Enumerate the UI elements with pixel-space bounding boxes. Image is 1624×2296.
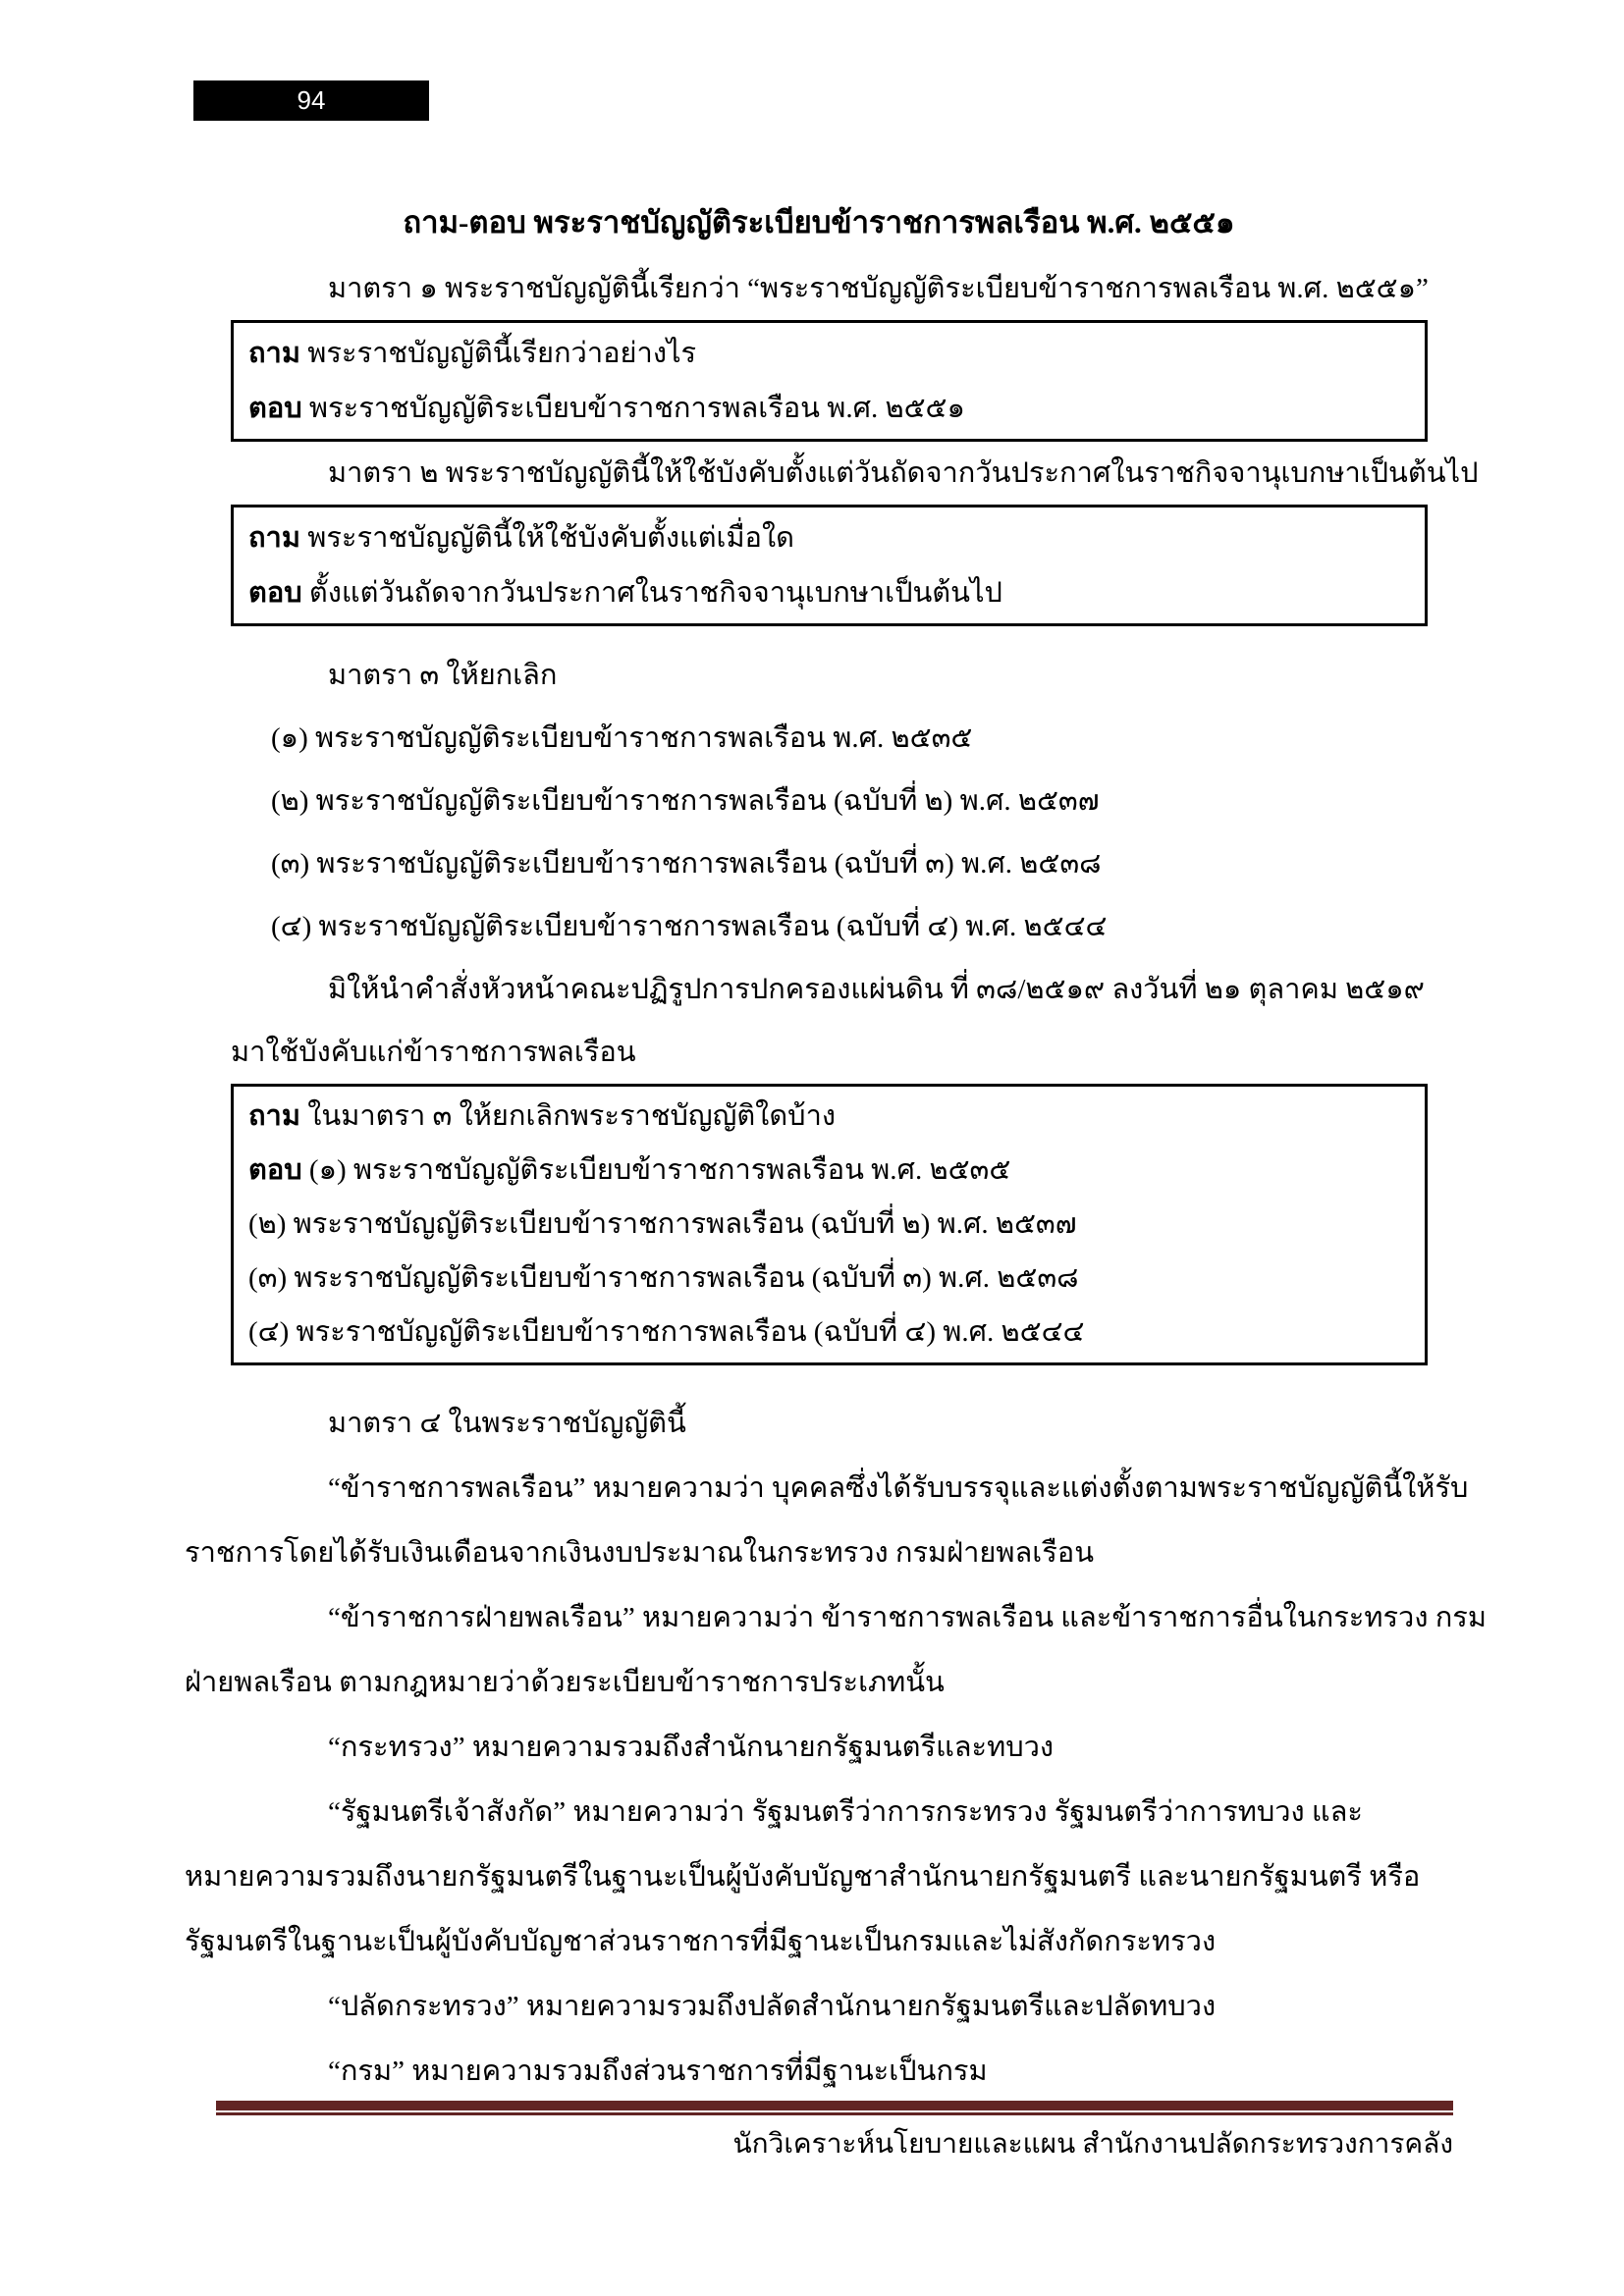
qa-answer-item-3: (๓) พระราชบัญญัติระเบียบข้าราชการพลเรือน (ฉบับที่ ๓) พ.ศ. ๒๕๓๘ — [248, 1262, 1079, 1294]
paragraph-section-1: มาตรา ๑ พระราชบัญญัตินี้เรียกว่า “พระราชบัญญัติระเบียบข้าราชการพลเรือน พ.ศ. ๒๕๕๑” — [328, 273, 1429, 304]
qa-question — [248, 510, 1410, 565]
footer-credit: นักวิเคราะห์นโยบายและแผน สำนักงานปลัดกระทรวงการคลัง — [732, 2129, 1453, 2160]
footer-rule-thick-line — [216, 2101, 1453, 2110]
qa-answer-item-4: (๔) พระราชบัญญัติระเบียบข้าราชการพลเรือน (ฉบับที่ ๔) พ.ศ. ๒๕๔๔ — [248, 1316, 1085, 1348]
definition-2-line-1: “ข้าราชการฝ่ายพลเรือน” หมายความว่า ข้าราชการพลเรือน และข้าราชการอื่นในกระทรวง กรม — [328, 1602, 1487, 1633]
answer-label: ตอบ — [248, 393, 302, 424]
question-label: ถาม — [248, 338, 300, 369]
paragraph-section-2: มาตรา ๒ พระราชบัญญัตินี้ให้ใช้บังคับตั้งแต่วันถัดจากวันประกาศในราชกิจจานุเบกษาเป็นต้นไป — [328, 457, 1479, 489]
answer-text: พระราชบัญญัติระเบียบข้าราชการพลเรือน พ.ศ. ๒๕๕๑ — [308, 393, 965, 424]
qa-box-2 — [231, 505, 1428, 626]
definition-1-line-1: “ข้าราชการพลเรือน” หมายความว่า บุคคลซึ่งได้รับบรรจุและแต่งตั้งตามพระราชบัญญัตินี้ให้รับ — [328, 1472, 1469, 1504]
qa-question — [248, 326, 1410, 381]
section-3-item-3: (๓) พระราชบัญญัติระเบียบข้าราชการพลเรือน (ฉบับที่ ๓) พ.ศ. ๒๕๓๘ — [271, 848, 1102, 880]
definition-6: “กรม” หมายความรวมถึงส่วนราชการที่มีฐานะเป็นกรม — [328, 2056, 988, 2087]
definition-3: “กระทรวง” หมายความรวมถึงสำนักนายกรัฐมนตรีและทบวง — [328, 1732, 1055, 1763]
qa-question — [248, 1090, 1410, 1144]
definition-4-line-2: หมายความรวมถึงนายกรัฐมนตรีในฐานะเป็นผู้บังคับบัญชาสำนักนายกรัฐมนตรี และนายกรัฐมนตรี หรือ — [185, 1861, 1421, 1893]
definition-4-line-3: รัฐมนตรีในฐานะเป็นผู้บังคับบัญชาส่วนราชการที่มีฐานะเป็นกรมและไม่สังกัดกระทรวง — [185, 1926, 1217, 1957]
question-text: พระราชบัญญัตินี้ให้ใช้บังคับตั้งแต่เมื่อใด — [307, 522, 794, 554]
document-title: ถาม-ตอบ พระราชบัญญัติระเบียบข้าราชการพลเรือน พ.ศ. ๒๕๕๑ — [403, 205, 1235, 240]
definition-1-line-2: ราชการโดยได้รับเงินเดือนจากเงินงบประมาณในกระทรวง กรมฝ่ายพลเรือน — [185, 1537, 1095, 1569]
answer-text: (๑) พระราชบัญญัติระเบียบข้าราชการพลเรือน พ.ศ. ๒๕๓๕ — [308, 1154, 1011, 1186]
paragraph-section-4: มาตรา ๔ ในพระราชบัญญัตินี้ — [328, 1408, 686, 1439]
qa-answer — [248, 381, 1410, 436]
page-number-box — [193, 80, 429, 121]
question-text: พระราชบัญญัตินี้เรียกว่าอย่างไร — [307, 338, 697, 369]
paragraph-section-3: มาตรา ๓ ให้ยกเลิก — [328, 660, 558, 691]
qa-box-1 — [231, 320, 1428, 442]
section-3-item-1: (๑) พระราชบัญญัติระเบียบข้าราชการพลเรือน พ.ศ. ๒๕๓๕ — [271, 722, 973, 754]
section-3-note-line-1: มิให้นำคำสั่งหัวหน้าคณะปฏิรูปการปกครองแผ่นดิน ที่ ๓๘/๒๕๑๙ ลงวันที่ ๒๑ ตุลาคม ๒๕๑๙ — [328, 974, 1425, 1005]
page-content — [185, 188, 1487, 2104]
definition-4-line-1: “รัฐมนตรีเจ้าสังกัด” หมายความว่า รัฐมนตรีว่าการกระทรวง รัฐมนตรีว่าการทบวง และ — [328, 1796, 1363, 1828]
page-number: 94 — [297, 85, 326, 115]
section-3-note-line-2: มาใช้บังคับแก่ข้าราชการพลเรือน — [231, 1037, 636, 1068]
question-label: ถาม — [248, 1100, 300, 1132]
footer-rule-thin-line — [216, 2112, 1453, 2115]
definition-2-line-2: ฝ่ายพลเรือน ตามกฎหมายว่าด้วยระเบียบข้าราชการประเภทนั้น — [185, 1667, 945, 1698]
definition-5: “ปลัดกระทรวง” หมายความรวมถึงปลัดสำนักนายกรัฐมนตรีและปลัดทบวง — [328, 1991, 1217, 2022]
qa-answer-item-2: (๒) พระราชบัญญัติระเบียบข้าราชการพลเรือน (ฉบับที่ ๒) พ.ศ. ๒๕๓๗ — [248, 1208, 1077, 1240]
qa-answer — [248, 565, 1410, 620]
answer-text: ตั้งแต่วันถัดจากวันประกาศในราชกิจจานุเบกษาเป็นต้นไป — [308, 577, 1002, 609]
answer-label: ตอบ — [248, 1154, 302, 1186]
qa-answer — [248, 1144, 1410, 1198]
question-label: ถาม — [248, 522, 300, 554]
qa-box-3 — [231, 1084, 1428, 1365]
footer-rule — [216, 2101, 1453, 2115]
question-text: ในมาตรา ๓ ให้ยกเลิกพระราชบัญญัติใดบ้าง — [307, 1100, 837, 1132]
answer-label: ตอบ — [248, 577, 302, 609]
section-3-item-4: (๔) พระราชบัญญัติระเบียบข้าราชการพลเรือน (ฉบับที่ ๔) พ.ศ. ๒๕๔๔ — [271, 911, 1108, 942]
section-3-item-2: (๒) พระราชบัญญัติระเบียบข้าราชการพลเรือน (ฉบับที่ ๒) พ.ศ. ๒๕๓๗ — [271, 785, 1100, 817]
